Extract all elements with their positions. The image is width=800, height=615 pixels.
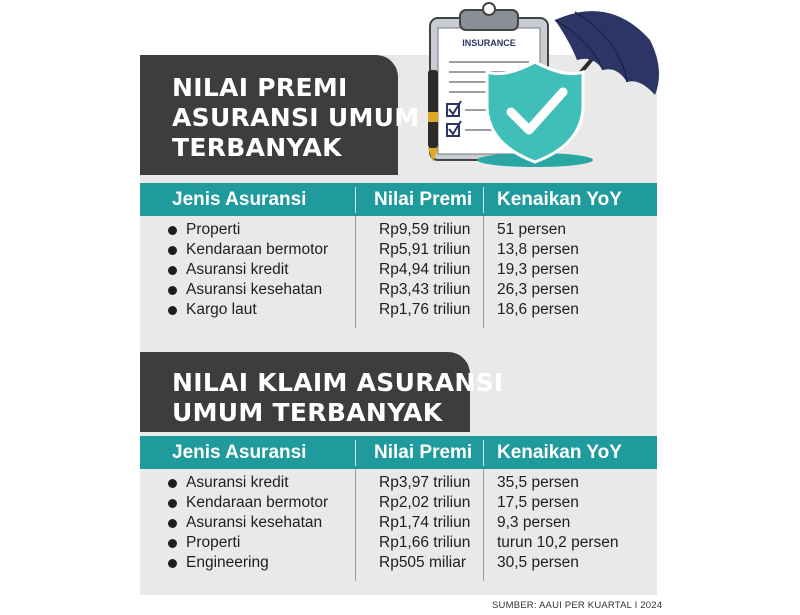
table-row: [140, 280, 657, 300]
table2-header: [140, 436, 657, 469]
bullet-icon: [168, 559, 177, 568]
cell-jenis: Properti: [186, 221, 241, 238]
cell-kenaikan: 30,5 persen: [497, 554, 579, 571]
cell-kenaikan: 18,6 persen: [497, 301, 579, 318]
cell-nilai: Rp3,97 triliun: [379, 474, 471, 491]
insurance-illustration: [405, 0, 665, 170]
bullet-icon: [168, 499, 177, 508]
table2-body: [140, 469, 657, 581]
table1-header: [140, 183, 657, 216]
cell-nilai: Rp9,59 triliun: [379, 221, 471, 238]
table1-col-nilai: Nilai Premi: [374, 189, 473, 210]
cell-jenis: Asuransi kesehatan: [186, 514, 323, 531]
bullet-icon: [168, 479, 177, 488]
table-row: [140, 240, 657, 260]
cell-nilai: Rp4,94 triliun: [379, 261, 471, 278]
bullet-icon: [168, 519, 177, 528]
table-row: [140, 553, 657, 573]
cell-jenis: Asuransi kredit: [186, 261, 289, 278]
cell-kenaikan: turun 10,2 persen: [497, 534, 619, 551]
table1-title-line: ASURANSI UMUM: [172, 103, 420, 132]
cell-nilai: Rp1,76 triliun: [379, 301, 471, 318]
table2-col-kenaikan: Kenaikan YoY: [497, 442, 622, 463]
cell-kenaikan: 35,5 persen: [497, 474, 579, 491]
cell-jenis: Properti: [186, 534, 241, 551]
cell-kenaikan: 17,5 persen: [497, 494, 579, 511]
bullet-icon: [168, 266, 177, 275]
cell-jenis: Asuransi kredit: [186, 474, 289, 491]
column-separator: [355, 440, 356, 466]
column-separator: [483, 440, 484, 466]
cell-kenaikan: 51 persen: [497, 221, 566, 238]
bullet-icon: [168, 539, 177, 548]
clipboard-heading: INSURANCE: [462, 38, 516, 48]
table1-col-kenaikan: Kenaikan YoY: [497, 189, 622, 210]
table1-col-jenis: Jenis Asuransi: [172, 189, 307, 210]
table2-col-jenis: Jenis Asuransi: [172, 442, 307, 463]
cell-nilai: Rp2,02 triliun: [379, 494, 471, 511]
pen-icon: [428, 70, 438, 162]
table1-title-line: TERBANYAK: [172, 133, 342, 162]
cell-jenis: Kendaraan bermotor: [186, 494, 329, 511]
table-row: [140, 220, 657, 240]
cell-jenis: Asuransi kesehatan: [186, 281, 323, 298]
table2-title-line: NILAI KLAIM ASURANSI: [172, 368, 504, 397]
cell-jenis: Kendaraan bermotor: [186, 241, 329, 258]
table1-title-line: NILAI PREMI: [172, 73, 348, 102]
table2-col-nilai: Nilai Premi: [374, 442, 473, 463]
table-row: [140, 260, 657, 280]
bullet-icon: [168, 286, 177, 295]
table-row: [140, 533, 657, 553]
table1-title: [140, 55, 420, 175]
table2-title-line: UMUM TERBANYAK: [172, 398, 443, 427]
cell-nilai: Rp5,91 triliun: [379, 241, 471, 258]
source-note: SUMBER: AAUI PER KUARTAL I 2024: [492, 600, 663, 611]
column-separator: [483, 187, 484, 213]
cell-jenis: Engineering: [186, 554, 269, 571]
column-separator: [355, 187, 356, 213]
cell-kenaikan: 13,8 persen: [497, 241, 579, 258]
cell-kenaikan: 26,3 persen: [497, 281, 579, 298]
table-row: [140, 300, 657, 320]
cell-jenis: Kargo laut: [186, 301, 257, 318]
cell-kenaikan: 9,3 persen: [497, 514, 571, 531]
cell-nilai: Rp3,43 triliun: [379, 281, 471, 298]
cell-nilai: Rp505 miliar: [379, 554, 467, 571]
table-row: [140, 473, 657, 493]
bullet-icon: [168, 246, 177, 255]
cell-nilai: Rp1,66 triliun: [379, 534, 471, 551]
table2-title: [140, 352, 504, 432]
table-row: [140, 513, 657, 533]
bullet-icon: [168, 306, 177, 315]
table-row: [140, 493, 657, 513]
cell-kenaikan: 19,3 persen: [497, 261, 579, 278]
bullet-icon: [168, 226, 177, 235]
cell-nilai: Rp1,74 triliun: [379, 514, 471, 531]
table1-body: [140, 216, 657, 328]
